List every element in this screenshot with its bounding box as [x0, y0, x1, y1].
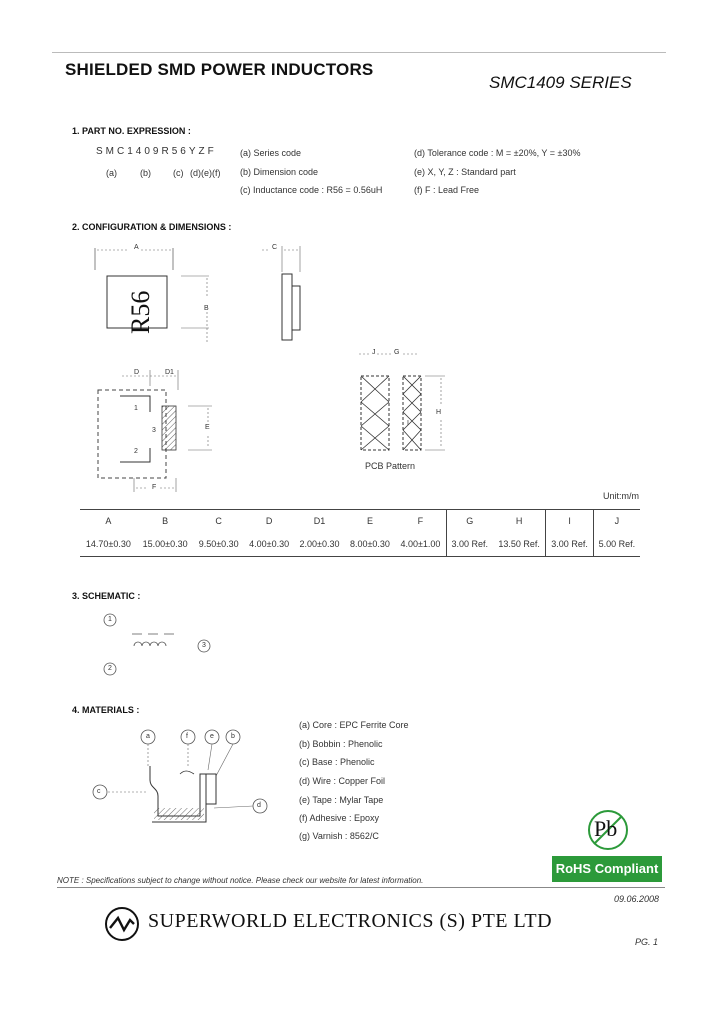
desc-tolerance-code: (d) Tolerance code : M = ±20%, Y = ±30% — [414, 148, 581, 158]
side-view-drawing — [250, 240, 310, 360]
table-cell: 9.50±0.30 — [198, 539, 239, 549]
table-header: I — [546, 510, 593, 533]
material-varnish: (g) Varnish : 8562/C — [299, 831, 379, 841]
table-header: H — [515, 516, 523, 526]
schematic-pin-2: 2 — [108, 665, 112, 672]
callout-d: d — [257, 802, 261, 809]
table-cell: 5.00 Ref. — [593, 532, 640, 557]
desc-series-code: (a) Series code — [240, 148, 302, 158]
table-cell: 13.50 Ref. — [498, 539, 540, 549]
material-bobbin: (b) Bobbin : Phenolic — [299, 739, 383, 749]
desc-lead-free: (f) F : Lead Free — [414, 185, 480, 195]
section-part-no-heading: 1. PART NO. EXPRESSION : — [72, 126, 191, 136]
part-number-code: SMC1409R56YZF — [96, 146, 217, 157]
material-tape: (e) Tape : Mylar Tape — [299, 795, 384, 805]
footer-rule — [57, 887, 665, 888]
marker-def: (d)(e)(f) — [190, 168, 221, 178]
callout-f: f — [186, 733, 188, 740]
pin-label-2: 2 — [134, 448, 138, 455]
footer-note: NOTE : Specifications subject to change without notice. Please check our website for latest information. — [57, 876, 424, 885]
desc-dimension-code: (b) Dimension code — [240, 167, 319, 177]
table-cell: 15.00±0.30 — [142, 539, 188, 549]
marker-a: (a) — [106, 168, 117, 178]
table-header: C — [215, 516, 222, 526]
desc-standard-part: (e) X, Y, Z : Standard part — [414, 167, 516, 177]
schematic-pin-1: 1 — [108, 616, 112, 623]
callout-e: e — [210, 733, 214, 740]
material-core: (a) Core : EPC Ferrite Core — [299, 720, 409, 730]
page-number: PG. 1 — [635, 937, 659, 947]
table-cell: 3.00 Ref. — [546, 532, 593, 557]
table-header: D — [265, 516, 273, 526]
material-wire: (d) Wire : Copper Foil — [299, 776, 386, 786]
series-name: SMC1409 SERIES — [489, 73, 632, 92]
desc-inductance-code: (c) Inductance code : R56 = 0.56uH — [240, 185, 383, 195]
material-base: (c) Base : Phenolic — [299, 757, 375, 767]
section-schematic-heading: 3. SCHEMATIC : — [72, 591, 141, 601]
dim-label-i: I — [407, 420, 409, 427]
dim-label-f: F — [152, 484, 157, 491]
pcb-pattern-drawing — [355, 346, 455, 456]
pin-label-1: 1 — [134, 405, 138, 412]
table-cell: 14.70±0.30 — [85, 539, 131, 549]
dim-label-d: D — [134, 369, 140, 376]
dim-label-h: H — [436, 409, 442, 416]
pcb-pattern-label: PCB Pattern — [365, 461, 416, 471]
document-date: 09.06.2008 — [614, 894, 660, 904]
table-cell: 4.00±1.00 — [400, 539, 441, 549]
marker-b: (b) — [140, 168, 151, 178]
table-header: D1 — [313, 516, 326, 526]
table-cell: 4.00±0.30 — [249, 539, 290, 549]
pb-symbol-text: Pb — [594, 816, 618, 841]
section-config-heading: 2. CONFIGURATION & DIMENSIONS : — [72, 222, 232, 232]
dim-label-b: B — [204, 305, 209, 312]
dim-label-e: E — [205, 424, 210, 431]
table-header-row — [80, 510, 640, 533]
rohs-compliant-badge: RoHS Compliant — [552, 856, 662, 882]
dim-label-g: G — [394, 349, 400, 356]
dimensions-table — [80, 509, 640, 557]
section-materials-heading: 4. MATERIALS : — [72, 705, 140, 715]
callout-a: a — [146, 733, 150, 740]
dim-label-d1: D1 — [165, 369, 174, 376]
table-cell: 3.00 Ref. — [446, 532, 493, 557]
marking-r56: R56 — [126, 290, 155, 334]
marker-c: (c) — [173, 168, 184, 178]
dim-label-c: C — [272, 244, 278, 251]
table-row — [80, 532, 640, 557]
unit-label: Unit:m/m — [603, 491, 639, 501]
pin-label-3: 3 — [152, 427, 156, 434]
top-rule — [52, 52, 666, 53]
dim-label-j: J — [372, 349, 376, 356]
table-header: A — [105, 516, 112, 526]
page-title: SHIELDED SMD POWER INDUCTORS — [65, 60, 374, 79]
callout-b: b — [231, 733, 235, 740]
schematic-pin-3: 3 — [202, 642, 206, 649]
callout-c: c — [97, 788, 101, 795]
table-cell: 8.00±0.30 — [349, 539, 390, 549]
table-header: G — [446, 510, 493, 533]
company-logo-icon — [104, 906, 140, 942]
material-adhesive: (f) Adhesive : Epoxy — [299, 813, 380, 823]
table-header: J — [593, 510, 640, 533]
table-cell: 2.00±0.30 — [299, 539, 340, 549]
materials-drawing — [88, 726, 278, 830]
company-name: SUPERWORLD ELECTRONICS (S) PTE LTD — [148, 910, 553, 932]
dim-label-a: A — [134, 244, 139, 251]
table-header: F — [417, 516, 424, 526]
table-header: B — [162, 516, 169, 526]
table-header: E — [366, 516, 373, 526]
